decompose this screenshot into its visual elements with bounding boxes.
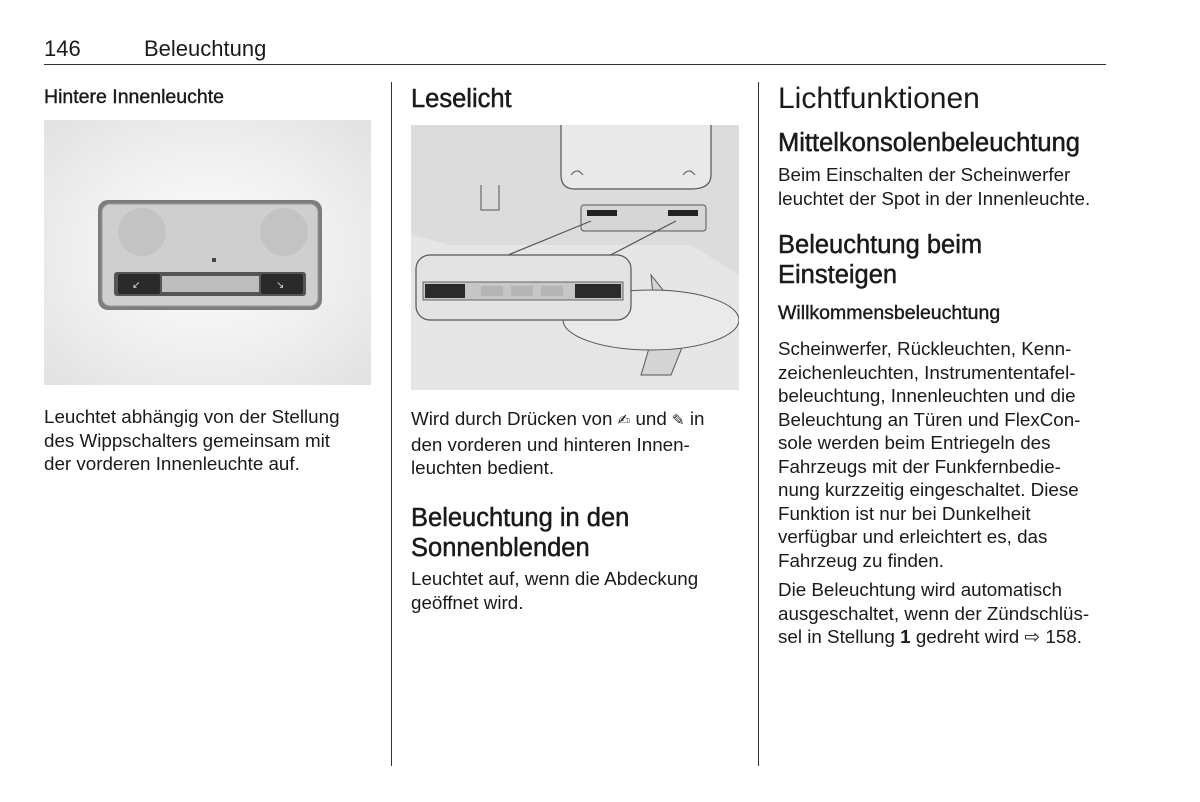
position-number: 1 [900, 626, 911, 648]
text-line [411, 407, 751, 433]
heading-line: Beleuchtung in den [411, 504, 630, 532]
section-heading [411, 503, 751, 563]
text-fragment: in [684, 408, 705, 429]
text-line: Beleuchtung an Türen und FlexCon- [778, 408, 1081, 430]
rear-interior-light-figure [44, 120, 371, 385]
text-line: Fahrzeug zu finden. [778, 549, 945, 571]
svg-text:↙: ↙ [132, 280, 141, 291]
column-3 [778, 82, 1108, 649]
text-line: Leuchtet auf, wenn die Abdeckung [411, 568, 699, 590]
svg-text:↘: ↘ [276, 280, 285, 291]
text-line: nung kurzzeitig eingeschaltet. Diese [778, 479, 1079, 501]
section-heading: Hintere Innenleuchte [44, 86, 224, 108]
section-heading: Leselicht [411, 85, 512, 113]
column-2-text [411, 407, 751, 480]
reading-light-right-icon: ✎ [672, 412, 685, 429]
text-line: Fahrzeugs mit der Funkfernbedie- [778, 455, 1061, 477]
paragraph [778, 337, 1108, 572]
column-1-text [44, 405, 384, 476]
text-line: geöffnet wird. [411, 591, 524, 613]
text-line: Beim Einschalten der Scheinwerfer [778, 164, 1071, 186]
page-reference-arrow-icon: ⇨ [1024, 626, 1041, 648]
section-heading [778, 230, 1108, 290]
text-line: Scheinwerfer, Rückleuchten, Kenn- [778, 338, 1072, 360]
text-line: Leuchtet abhängig von der Stellung [44, 406, 340, 427]
chapter-heading: Lichtfunktionen [778, 82, 980, 115]
page-header [44, 36, 1106, 65]
heading-line: Einsteigen [778, 261, 898, 290]
text-line: den vorderen und hinteren Innen- [411, 433, 690, 455]
heading-line: Beleuchtung beim [778, 231, 983, 260]
text-line: ausgeschaltet, wenn der Zündschlüs- [778, 602, 1090, 624]
page-number: 146 [44, 36, 81, 61]
text-fragment: Wird durch Drücken von [411, 408, 618, 429]
text-line: sole werden beim Entriegeln des [778, 432, 1051, 454]
text-line: der vorderen Innenleuchte auf. [44, 453, 300, 474]
column-divider-2 [758, 82, 759, 766]
text-fragment: sel in Stellung [778, 626, 901, 648]
text-line: zeichenleuchten, Instrumententafel- [778, 361, 1076, 383]
column-divider-1 [391, 82, 392, 766]
running-title: Beleuchtung [144, 36, 267, 61]
text-fragment: gedreht wird [910, 626, 1025, 648]
text-line: leuchtet der Spot in der Innenleuchte. [778, 187, 1091, 209]
text-line: beleuchtung, Innenleuchten und die [778, 385, 1076, 407]
reading-light-figure [411, 125, 739, 390]
reading-light-left-icon: ✍ [617, 412, 631, 429]
page-reference[interactable]: 158. [1040, 626, 1082, 648]
text-line: Funktion ist nur bei Dunkelheit [778, 502, 1031, 524]
paragraph [778, 578, 1108, 649]
heading-line: Sonnenblenden [411, 534, 590, 563]
text-line: leuchten bedient. [411, 457, 555, 478]
text-line [778, 625, 1108, 649]
subsection-heading: Willkommensbeleuchtung [778, 302, 1001, 325]
text-line: des Wippschalters gemeinsam mit [44, 429, 330, 451]
sun-visor-section [411, 503, 751, 614]
section-heading: Mittelkonsolenbeleuchtung [778, 129, 1080, 157]
text-fragment: und [630, 408, 673, 429]
text-line: Die Beleuchtung wird automatisch [778, 579, 1062, 601]
text-line: verfügbar und erleichtert es, das [778, 526, 1048, 548]
